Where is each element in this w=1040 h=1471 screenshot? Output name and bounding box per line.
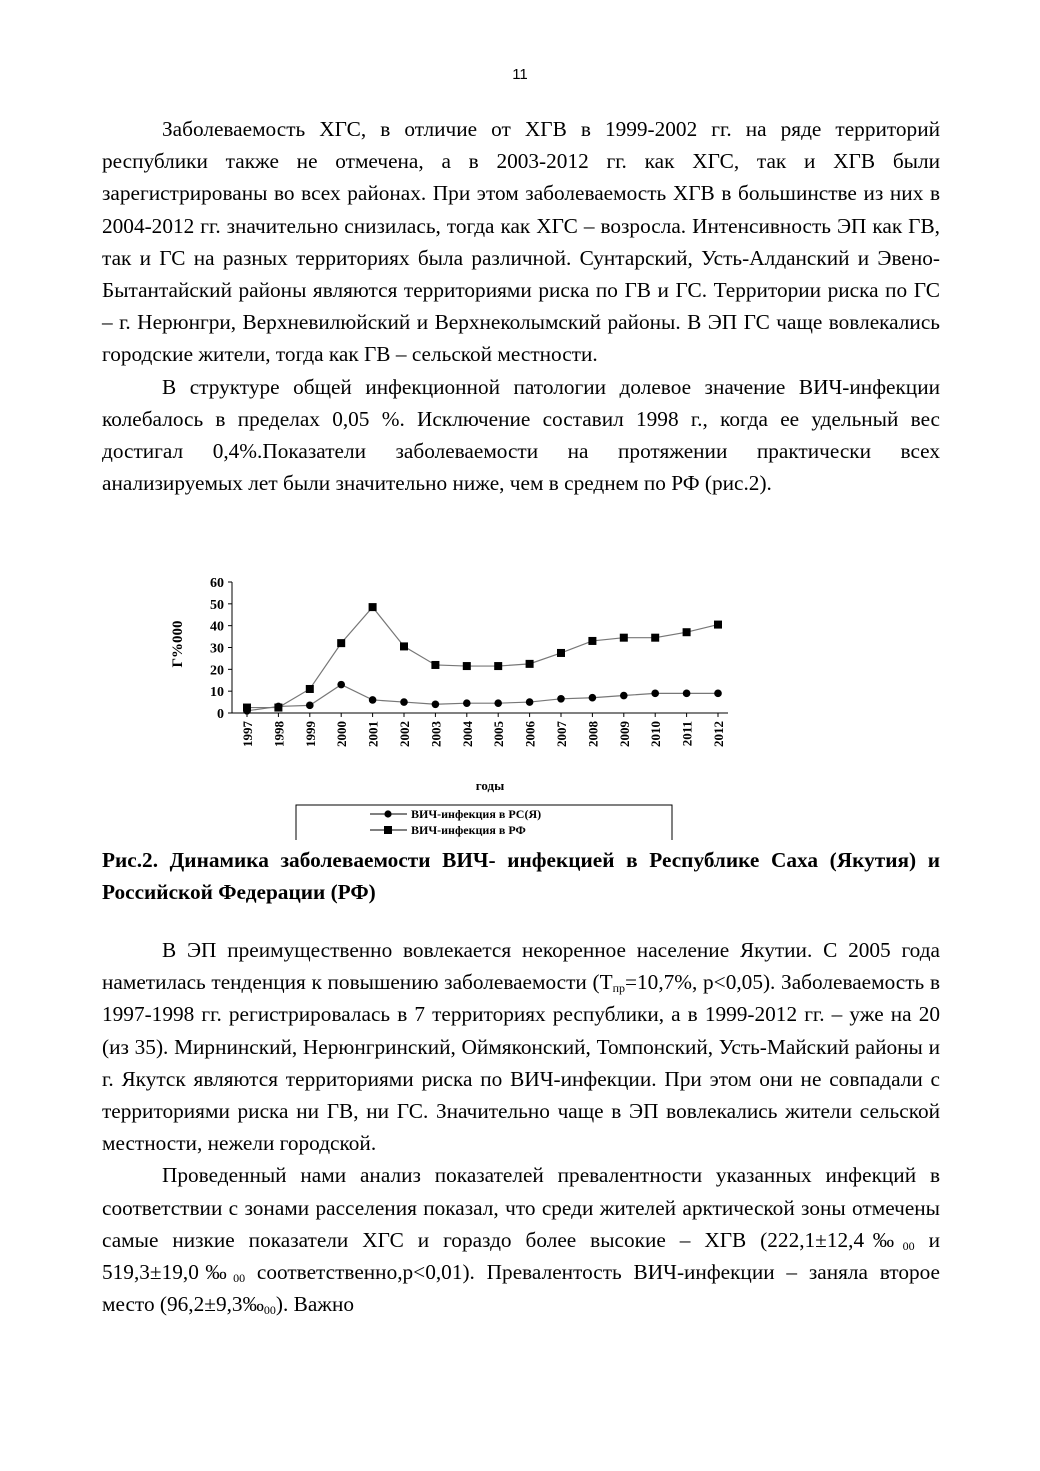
x-tick-label: 2001 bbox=[365, 721, 381, 747]
text-block-top bbox=[102, 113, 940, 499]
x-tick-label: 2010 bbox=[648, 721, 664, 747]
x-tick-labels bbox=[240, 713, 726, 747]
data-point bbox=[431, 661, 439, 669]
data-point bbox=[400, 642, 408, 650]
y-tick-label: 50 bbox=[210, 597, 224, 613]
y-tick-labels bbox=[210, 576, 232, 722]
data-point bbox=[494, 662, 502, 670]
data-point bbox=[557, 695, 565, 703]
paragraph: Заболеваемость ХГС, в отличие от ХГВ в 1999-2002 гг. на ряде территорий республики также не отмечена, а в 2003-2012 гг. как ХГС, так и ХГВ были зарегистрированы во всех районах. При этом заболеваемость ХГВ в большинстве из них в 2004-2012 гг. значительно снизилась, тогда как ХГС – возросла. Интенсивность ЭП как ГВ, так и ГС на разных территориях была различной. Сунтарский, Усть-Алданский и Эвено-Бытантайский районы являются территориями риска по ГВ и ГС. Территории риска по ГС – г. Нерюнгри, Верхневилюйский и Верхнеколымский районы. В ЭП ГС чаще вовлекались городские жители, тогда как ГВ – сельской местности. bbox=[102, 117, 940, 367]
x-axis-label: годы bbox=[475, 778, 505, 793]
x-tick-label: 2006 bbox=[522, 721, 538, 747]
data-point bbox=[463, 662, 471, 670]
x-tick-label: 2003 bbox=[428, 721, 444, 747]
figure-caption: Рис.2. Динамика заболеваемости ВИЧ- инфекцией в Республике Саха (Якутия) и Российской Федерации (РФ) bbox=[102, 848, 940, 904]
legend-label: ВИЧ-инфекция в РС(Я) bbox=[411, 807, 542, 821]
text-run: =10,7%, p<0,05). Заболеваемость в 1997-1998 гг. регистрировалась в 7 территориях республики, а в 1999-2012 гг. – уже на 20 (из 35). Мирнинский, Нерюнгринский, Оймяконский, Томпонский, Усть-Майский районы и г. Якутск являются территориями риска по ВИЧ-инфекции. При этом они не совпадали с территориями риска ни ГВ, ни ГС. Значительно чаще в ЭП вовлекались жители сельской местности, нежели городской. bbox=[102, 970, 940, 1156]
y-tick-label: 0 bbox=[217, 707, 224, 722]
data-point bbox=[243, 704, 251, 712]
y-tick-label: 30 bbox=[210, 641, 224, 657]
text-run: Проведенный нами анализ показателей превалентности указанных инфекций в соответствии с зонами расселения показал, что среди жителей арктической зоны отмечены самые низкие показатели ХГС и гораздо более высокие – ХГВ (222,1±12,4‰ bbox=[102, 1163, 940, 1252]
subscript: 00 bbox=[263, 1303, 276, 1318]
data-point bbox=[400, 698, 408, 706]
x-tick-label: 1998 bbox=[271, 721, 287, 747]
y-tick-label: 40 bbox=[210, 619, 224, 635]
data-point bbox=[337, 681, 345, 689]
data-point bbox=[683, 690, 691, 698]
text-run: и 519,3±19,0‰ bbox=[102, 1227, 940, 1285]
data-point bbox=[651, 634, 659, 642]
x-tick-label: 2007 bbox=[554, 721, 569, 747]
data-point bbox=[306, 685, 314, 693]
text-run: соответственно,p<0,01). Превалентость ВИЧ-инфекции – заняла второе место (96,2±9,3‰ bbox=[102, 1260, 940, 1317]
data-point bbox=[683, 628, 691, 636]
data-point bbox=[588, 637, 596, 645]
x-tick-label: 1997 bbox=[240, 721, 255, 747]
text-block-bottom bbox=[102, 934, 940, 1320]
subscript: пр bbox=[612, 981, 626, 996]
subscript: 00 bbox=[233, 1271, 246, 1286]
page-number: 11 bbox=[512, 66, 528, 83]
x-tick-label: 2004 bbox=[459, 721, 475, 747]
paragraph bbox=[102, 1159, 940, 1320]
data-point bbox=[463, 699, 471, 707]
data-point bbox=[526, 698, 534, 706]
text-run: В ЭП преимущественно вовлекается некоренное население Якутии. С 2005 года наметилась тенденция к повышению заболеваемости (Т bbox=[102, 938, 940, 995]
y-tick-label: 60 bbox=[210, 576, 224, 591]
hiv-incidence-line-chart bbox=[160, 572, 760, 842]
data-point bbox=[714, 690, 722, 698]
text-run: ). Важно bbox=[275, 1292, 355, 1317]
series-line bbox=[247, 607, 718, 707]
data-point bbox=[526, 660, 534, 668]
x-tick-label: 1999 bbox=[302, 721, 318, 747]
data-point bbox=[369, 603, 377, 611]
data-point bbox=[306, 702, 314, 710]
legend-marker bbox=[384, 826, 392, 834]
x-tick-label: 2012 bbox=[711, 721, 726, 747]
legend-label: ВИЧ-инфекция в РФ bbox=[411, 823, 526, 837]
x-tick-label: 2000 bbox=[334, 721, 350, 747]
data-point bbox=[620, 692, 628, 700]
x-tick-label: 2005 bbox=[491, 721, 507, 747]
x-tick-label: 2009 bbox=[616, 721, 632, 747]
y-axis-label: Г%000 bbox=[170, 620, 186, 668]
data-point bbox=[369, 696, 377, 704]
data-point bbox=[337, 639, 345, 647]
x-tick-label: 2002 bbox=[397, 721, 412, 747]
data-point bbox=[651, 690, 659, 698]
legend-marker bbox=[384, 810, 391, 817]
y-tick-label: 20 bbox=[210, 663, 224, 679]
data-point bbox=[274, 704, 282, 712]
data-point bbox=[589, 694, 597, 702]
data-point bbox=[432, 700, 440, 708]
series-line bbox=[247, 685, 718, 711]
paragraph: В структуре общей инфекционной патологии долевое значение ВИЧ-инфекции колебалось в пределах 0,05 %. Исключение составил 1998 г., когда ее удельный вес достигал 0,4%.Показатели заболеваемости на протяжении практически всех анализируемых лет были значительно ниже, чем в среднем по РФ (рис.2). bbox=[102, 374, 940, 496]
data-point bbox=[620, 634, 628, 642]
data-point bbox=[494, 699, 502, 707]
data-point bbox=[557, 649, 565, 657]
data-point bbox=[714, 621, 722, 629]
subscript: 00 bbox=[902, 1238, 915, 1253]
x-tick-label: 2011 bbox=[679, 721, 695, 747]
paragraph bbox=[102, 934, 940, 1159]
chart-legend bbox=[296, 805, 672, 840]
x-tick-label: 2008 bbox=[585, 721, 601, 747]
series-layer bbox=[243, 603, 722, 715]
y-tick-label: 10 bbox=[210, 685, 224, 701]
